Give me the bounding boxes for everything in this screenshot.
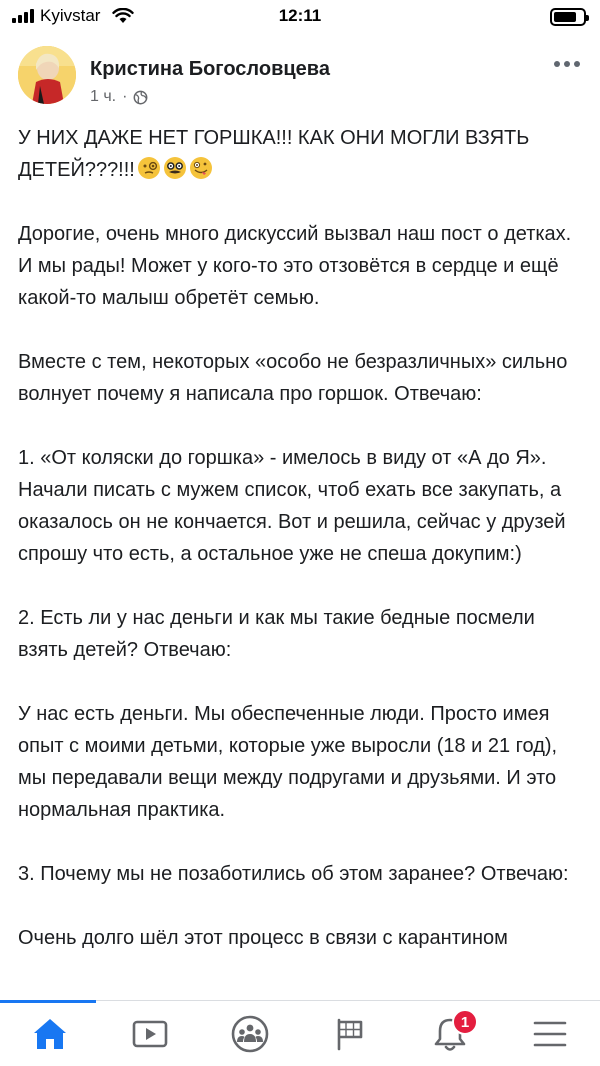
pages-flag-icon bbox=[333, 1017, 367, 1051]
dot-icon bbox=[574, 61, 580, 67]
groups-icon bbox=[231, 1015, 269, 1053]
watch-icon bbox=[132, 1018, 168, 1050]
post-title: У НИХ ДАЖЕ НЕТ ГОРШКА!!! КАК ОНИ МОГЛИ ВЗЯТЬ ДЕТЕЙ???!!! bbox=[18, 127, 530, 181]
clock: 12:11 bbox=[278, 6, 322, 25]
home-icon bbox=[32, 1017, 68, 1051]
nav-menu[interactable] bbox=[500, 1001, 600, 1066]
post-paragraph: Очень долго шёл этот процесс в связи с карантином bbox=[18, 927, 508, 949]
nav-pages[interactable] bbox=[300, 1001, 400, 1066]
post-text bbox=[18, 122, 586, 954]
post-paragraph: Вместе с тем, некоторых «особо не безразличных» сильно волнует почему я написала про горшок. Отвечаю: bbox=[18, 351, 568, 405]
post-meta bbox=[90, 88, 148, 106]
author-name[interactable]: Кристина Богословцева bbox=[90, 58, 330, 80]
post-paragraph: 1. «От коляски до горшка» - имелось в виду от «А до Я». bbox=[18, 447, 547, 469]
battery-icon bbox=[550, 8, 586, 26]
post-time[interactable]: 1 ч. bbox=[90, 88, 117, 105]
dot-icon bbox=[564, 61, 570, 67]
globe-icon bbox=[133, 90, 148, 105]
nav-notifications[interactable] bbox=[400, 1001, 500, 1066]
post-paragraph: Начали писать с мужем список, чтоб ехать все закупать, а оказалось он не кончается. Вот и решила, сейчас у друзей спрошу что есть, а остальное уже не спеша докупим:) bbox=[18, 479, 566, 565]
meta-separator: · bbox=[122, 88, 128, 105]
post-options-button[interactable] bbox=[554, 58, 582, 70]
menu-icon bbox=[533, 1020, 567, 1048]
post-header bbox=[18, 46, 582, 116]
face-with-monocle-icon bbox=[137, 156, 161, 180]
status-bar bbox=[0, 0, 600, 36]
nav-watch[interactable] bbox=[100, 1001, 200, 1066]
zany-face-icon bbox=[189, 156, 213, 180]
post-paragraph: Дорогие, очень много дискуссий вызвал наш пост о детках. И мы рады! Может у кого-то это отзовётся в сердце и ещё какой-то малыш обретёт семью. bbox=[18, 223, 572, 309]
nav-groups[interactable] bbox=[200, 1001, 300, 1066]
post-paragraph: 2. Есть ли у нас деньги и как мы такие бедные посмели взять детей? Отвечаю: bbox=[18, 607, 535, 661]
disguised-face-icon bbox=[163, 156, 187, 180]
bottom-navigation bbox=[0, 1000, 600, 1066]
notification-count-badge: 1 bbox=[452, 1009, 478, 1035]
author-avatar[interactable] bbox=[18, 46, 76, 104]
post-paragraph: 3. Почему мы не позаботились об этом заранее? Отвечаю: bbox=[18, 863, 569, 885]
nav-home[interactable] bbox=[0, 1001, 100, 1066]
avatar-photo-icon bbox=[18, 46, 76, 104]
carrier-name: Kyivstar bbox=[40, 6, 101, 25]
post-paragraph: У нас есть деньги. Мы обеспеченные люди. Просто имея опыт с моими детьми, которые уже выросли (18 и 21 год), мы передавали вещи между подругами и друзьями. И это нормальная практика. bbox=[18, 703, 558, 821]
post-title-line bbox=[18, 122, 586, 186]
dot-icon bbox=[554, 61, 560, 67]
